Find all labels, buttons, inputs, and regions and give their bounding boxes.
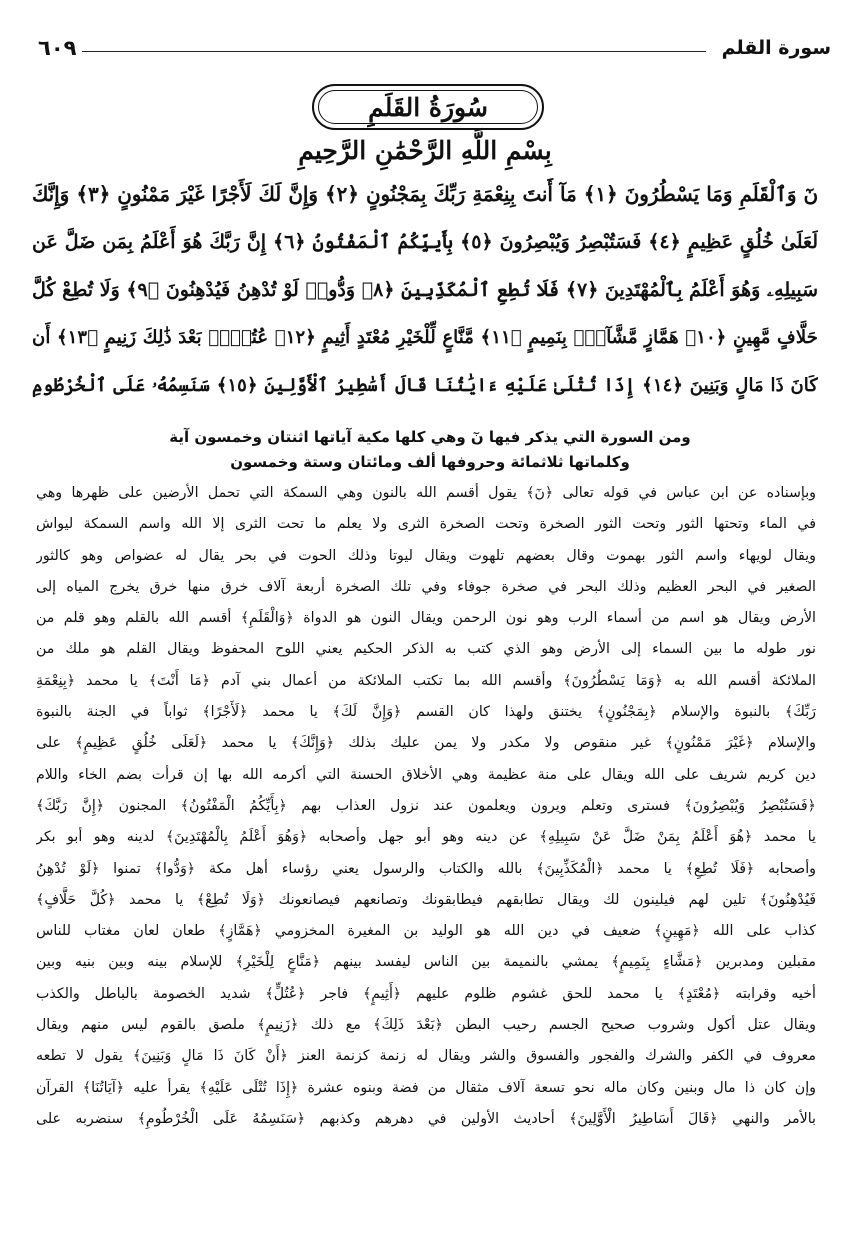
commentary-line: الملائكة أقسم الله به ﴿وَمَا يَسْطُرُونَ﴾ وأقسم الله بما تكتب الملائكة من أعمال بني آدم ﴿مَا أَنْتَ﴾ يا محمد ﴿بِنِعْمَةِ xyxy=(36,672,816,689)
surah-title: سُورَةُ القَلَمِ xyxy=(368,92,488,122)
quran-text-block xyxy=(32,170,818,410)
verse-line: لَعَلَىٰ خُلُقٍ عَظِيمٍ ﴿٤﴾ فَسَتُبْصِرُ وَيُبْصِرُونَ ﴿٥﴾ بِأَييِّكُمُ ٱلْمَفْتُونُ ﴿٦﴾ إِنَّ رَبَّكَ هُوَ أَعْلَمُ بِمَن ضَلَّ عَن xyxy=(32,231,818,253)
commentary-line: مقبلين ومدبرين ﴿مَشَّاءٍ بِنَمِيمٍ﴾ يمشي بالنميمة بين الناس ليفسد بينهم ﴿مَنَّاعٍ لِلْخَيْرِ﴾ للإسلام بينه وبين بنيه وبين xyxy=(36,954,816,971)
intro-line: وكلماتها ثلاثمائة وحروفها ألف ومائتان وستة وخمسون xyxy=(230,453,630,471)
page-header xyxy=(38,28,831,68)
verse-line: حَلَّافٍ مَّهِينٍ ﴿١٠﴾ هَمَّازٍ مَّشَّآءٍۭ بِنَمِيمٍ ﴿١١﴾ مَّنَّاعٍ لِّلْخَيْرِ مُعْتَدٍ أَثِيمٍ ﴿١٢﴾ عُتُلٍّۭ بَعْدَ ذَٰلِكَ زَنِيمٍ ﴿١٣﴾ أَن xyxy=(32,327,818,348)
commentary-line: الصغير في البحر العظيم وذلك البحر في صخرة جوفاء وفي تلك الصخرة أربعة آلاف خرق منها خرق يخرج المياه إلى xyxy=(36,578,816,595)
commentary-line: ويقال لويهاء واسم الثور بهموت وقال بعضهم تلهوت ويقال ليوتا وذلك الحوت في بحر يقال له عضواص وهو كالثور xyxy=(36,547,816,564)
basmala: بِسْمِ اللَّهِ الرَّحْمَٰنِ الرَّحِيمِ xyxy=(298,136,552,165)
commentary-line: والإسلام ﴿غَيْرَ مَمْنُونٍ﴾ غير منقوص ولا مكدر ولا يمن عليك بذلك ﴿وَإِنَّكَ﴾ يا محمد ﴿لَعَلَى خُلُقٍ عَظِيمٍ﴾ على xyxy=(36,735,816,752)
commentary-line: فَيُدْهِنُونَ﴾ تلين لهم فيلينون لك ويقال تطابقهم فيطابقونك وتصانعهم فيصانعونك ﴿وَلَا تُطِعْ﴾ يا محمد ﴿كُلَّ حَلَّافٍ﴾ xyxy=(36,891,816,908)
surah-title-frame xyxy=(312,84,544,130)
verse-line: نٓ وَٱلْقَلَمِ وَمَا يَسْطُرُونَ ﴿١﴾ مَآ أَنتَ بِنِعْمَةِ رَبِّكَ بِمَجْنُونٍ ﴿٢﴾ وَإِنَّ لَكَ لَأَجْرًا غَيْرَ مَمْنُونٍ ﴿٣﴾ وَإِنَّكَ xyxy=(32,182,818,206)
commentary-line: نور طوله ما بين السماء إلى الأرض وهو الذي كتب به الذكر الحكيم يعني اللوح المحفوظ ويقال القلم هو ملك من xyxy=(36,641,816,658)
commentary-line: رَبِّكَ﴾ بالنبوة والإسلام ﴿بِمَجْنُونٍ﴾ يختنق ولهذا كان القسم ﴿وَإِنَّ لَكَ﴾ يا محمد ﴿لَأَجْرًا﴾ ثواباً في الجنة بالنبوة xyxy=(36,704,816,721)
tafsir-commentary xyxy=(36,478,816,1135)
commentary-line: ﴿فَسَتُبْصِرُ وَيُبْصِرُونَ﴾ فسترى وتعلم ويرون ويعلمون عند نزول العذاب بهم ﴿بِأَيِّكُمُ الْمَفْتُونُ﴾ المجنون ﴿إِنَّ رَبَّكَ﴾ xyxy=(36,797,816,814)
verse-line: سَبِيلِهِۦ وَهُوَ أَعْلَمُ بِٱلْمُهْتَدِينَ ﴿٧﴾ فَلَا تُطِعِ ٱلْمُكَذِّبِينَ ﴿٨﴾ وَدُّوا۟ لَوْ تُدْهِنُ فَيُدْهِنُونَ ﴿٩﴾ وَلَا تُطِعْ كُلَّ xyxy=(32,279,818,301)
commentary-line: يا محمد ﴿هُوَ أَعْلَمُ بِمَنْ ضَلَّ عَنْ سَبِيلِهِ﴾ عن دينه وهو أبو جهل وأصحابه ﴿وَهُوَ أَعْلَمُ بِالْمُهْتَدِينَ﴾ لدينه وهو أبو بكر xyxy=(36,829,816,846)
commentary-line: كذاب على الله ﴿مَهِينٍ﴾ ضعيف في دين الله هو الوليد بن المغيرة المخزومي ﴿هَمَّازٍ﴾ طعان لعان مغتاب للناس xyxy=(36,923,816,940)
page-number: ٦٠٩ xyxy=(38,36,77,60)
commentary-line: دين كريم شريف على الله ويقال على منة عظيمة وهي الأخلاق الحسنة التي أكرمه الله بها إن قرأت بضم الخاء واللام xyxy=(36,766,816,783)
intro-line: ومن السورة التي يذكر فيها نٓ وهي كلها مكية آياتها اثنتان وخمسون آية xyxy=(169,428,691,446)
commentary-line: الأرض ويقال هو اسم من أسماء الرب وهو نون الرحمن ويقال النون هو الدواة ﴿وَالْقَلَمِ﴾ أقسم الله بالقلم وهو قلم من xyxy=(36,610,816,627)
commentary-line: وإن كان ذا مال وبنين وكان ماله نحو تسعة آلاف مثقال من فضة وبنوه عشرة ﴿إِذَا تُتْلَى عَلَيْهِ﴾ يقرأ عليه ﴿آيَاتُنَا﴾ القرآن xyxy=(36,1079,816,1096)
commentary-line: وأصحابه ﴿فَلَا تُطِعِ﴾ يا محمد ﴿الْمُكَذِّبِينَ﴾ بالله والكتاب والرسول يعني رؤساء أهل مكة ﴿وَدُّوا﴾ تمنوا ﴿لَوْ تُدْهِنُ xyxy=(36,860,816,877)
header-rule xyxy=(82,51,705,52)
commentary-line: وبإسناده عن ابن عباس في قوله تعالى ﴿نٓ﴾ يقول أقسم الله بالنون وهي السمكة التي تحمل الأرضين على ظهرها وهي xyxy=(36,485,816,501)
commentary-line: بالأمر والنهي ﴿قَالَ أَسَاطِيرُ الْأَوَّلِينَ﴾ أحاديث الأولين في دهرهم وكذبهم ﴿سَنَسِمُهُ عَلَى الْخُرْطُومِ﴾ سنضربه على xyxy=(36,1110,816,1127)
surah-introduction xyxy=(150,425,710,475)
verse-line: كَانَ ذَا مَالٍ وَبَنِينَ ﴿١٤﴾ إِذَا تُتْلَىٰ عَلَيْهِ ءَايَٰتُنَا قَالَ أَسَٰطِيرُ ٱلْأَوَّلِينَ ﴿١٥﴾ سَنَسِمُهُۥ عَلَى ٱلْخُرْطُومِ xyxy=(32,375,818,396)
commentary-line: ويقال عتل أكول وشروب صحيح الجسم رحيب البطن ﴿بَعْدَ ذَلِكَ﴾ مع ذلك ﴿زَنِيمٍ﴾ ملصق بالقوم ليس منهم ويقال xyxy=(36,1017,816,1034)
commentary-line: أخيه وقرابته ﴿مُعْتَدٍ﴾ يا محمد للحق غشوم ظلوم عليهم ﴿أَثِيمٍ﴾ فاجر ﴿عُتُلٍّ﴾ شديد الخصومة بالباطل والكذب xyxy=(36,985,816,1002)
running-surah-name: سورة القلم xyxy=(721,37,831,59)
commentary-line: معروف في الكفر والشرك والفجور والفسوق والشر ويقال له زنمة كزنمة العنز ﴿أَنْ كَانَ ذَا مَالٍ وَبَنِينَ﴾ يقول لا تطعه xyxy=(36,1048,816,1065)
commentary-line: في الماء وتحتها الثور وتحت الثور الصخرة وتحت الصخرة الثرى ولا يعلم ما تحت الثرى إلا الله واسم السمكة ليواش xyxy=(36,516,816,533)
